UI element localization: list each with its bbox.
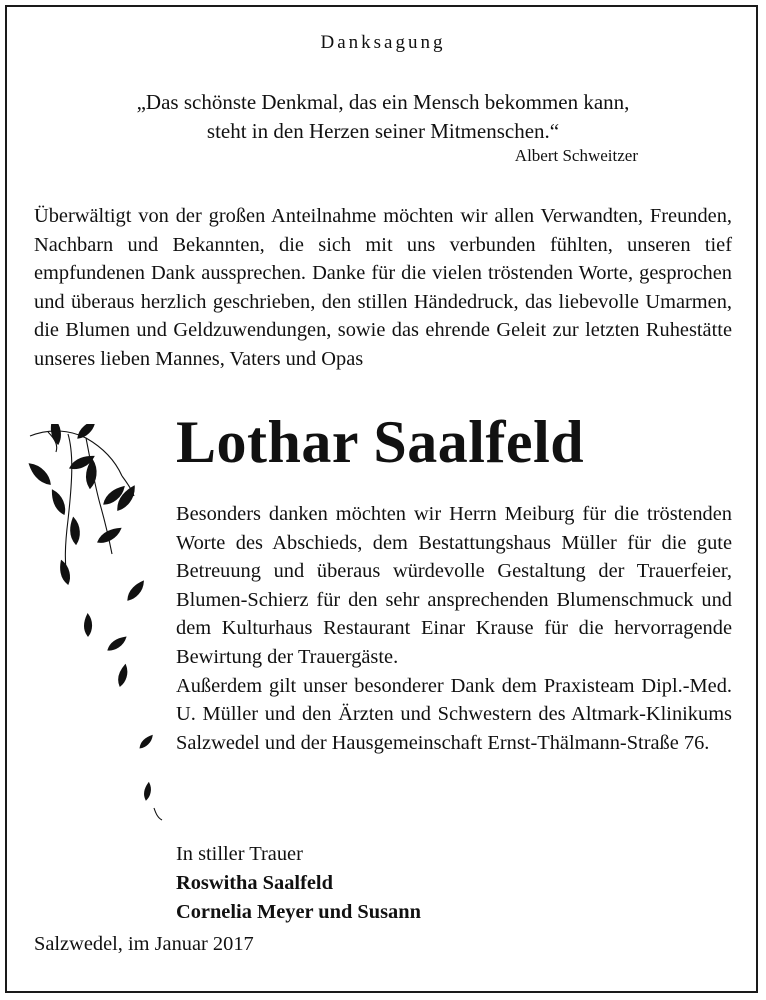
signature-block (176, 840, 421, 927)
signatory-2: Cornelia Meyer und Susann (176, 901, 421, 923)
intro-paragraph: Überwältigt von der großen Anteilnahme möchten wir allen Verwandten, Freunden, Nachbarn und Bekannten, die sich mit uns verbunden fühlten, unseren tief empfundenen Dank aussprechen. Danke für die vielen tröstenden Worte, gesprochen und überaus herzlich geschrieben, den stillen Händedruck, das liebevolle Umarmen, die Blumen und Geldzuwendungen, sowie das ehrende Geleit zur letzten Ruhestätte unseres lieben Mannes, Vaters und Opas (34, 205, 732, 370)
quote-line-1: „Das schönste Denkmal, das ein Mensch bekommen kann, (136, 90, 630, 114)
notice-heading: Danksagung (320, 32, 446, 53)
thanks-paragraph-2: Außerdem gilt unser besonderer Dank dem Praxisteam Dipl.-Med. U. Müller und den Ärzten und Schwestern des Altmark-Klinikums Salzwedel und der Hausgemeinschaft Ernst-Thälmann-Straße 76. (176, 674, 732, 754)
quote-author: Albert Schweitzer (514, 146, 638, 165)
birch-leaves-icon (28, 424, 168, 824)
place-date: Salzwedel, im Januar 2017 (34, 933, 254, 955)
closing-line: In stiller Trauer (176, 843, 303, 865)
thanks-text (176, 500, 732, 757)
thanks-paragraph-1: Besonders danken möchten wir Herrn Meiburg für die tröstenden Worte des Abschieds, dem Bestattungshaus Müller für die gute Betreuung und überaus würdevolle Gestaltung der Trauerfeier, Blumen-Schierz für den sehr ansprechenden Blumenschmuck und dem Kulturhaus Restaurant Einar Krause für die hervorragende Bewirtung der Trauergäste. (176, 503, 732, 668)
signatory-1: Roswitha Saalfeld (176, 872, 333, 894)
deceased-name: Lothar Saalfeld (176, 409, 585, 475)
quote (0, 88, 766, 146)
quote-line-2: steht in den Herzen seiner Mitmenschen.“ (206, 119, 560, 143)
